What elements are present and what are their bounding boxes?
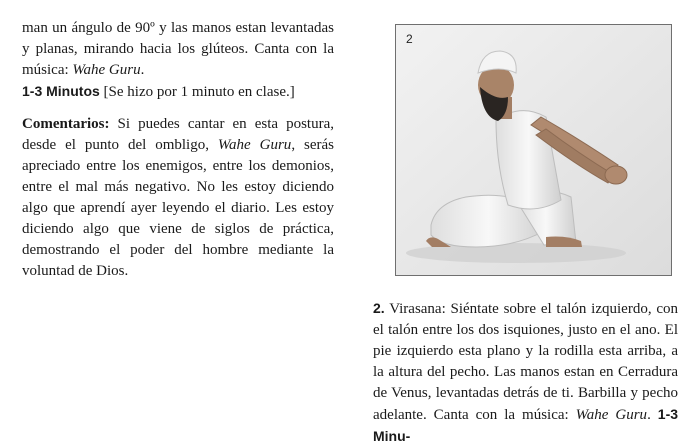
duration-line bbox=[22, 81, 334, 103]
pose-duration-label: 1-3 Minu- bbox=[373, 406, 679, 444]
pose-text-1: Virasana: Siéntate sobre el talón izquierdo, con el talón entre los dos isquiones, justo en el ano. El pie izquierdo esta plano y la rodilla esta arriba, a la altura del pecho. Las manos estan en Cerradura de Venus, levantadas detrás de ti. Barbilla y pecho adelante. Canta con la música: bbox=[373, 301, 678, 423]
kneeling-man-illustration bbox=[396, 25, 671, 275]
comments-text-2: , serás apreciado entre los enemigos, entre los demonios, entre el mal más negativo. No les estoy diciendo algo que aprendí ayer leyendo el diario. Les estoy diciendo algo que viene de siglos de práctica, demostrando el poder del hombre mediante la voluntad de Dios. bbox=[22, 137, 334, 279]
left-text-column bbox=[22, 18, 334, 282]
figure-number: 2 bbox=[406, 32, 413, 46]
intro-paragraph bbox=[22, 18, 334, 81]
comments-text-1: Si puedes cantar en esta postura, desde el punto del ombligo, bbox=[22, 116, 335, 153]
pose-photo bbox=[395, 24, 672, 276]
intro-mantra: Wahe Guru bbox=[72, 62, 141, 78]
item-number: 2. bbox=[373, 300, 385, 316]
duration-label: 1-3 Minutos bbox=[22, 83, 100, 99]
comments-mantra: Wahe Guru bbox=[217, 137, 292, 153]
intro-end: . bbox=[140, 62, 145, 78]
pose-description bbox=[373, 298, 678, 448]
intro-text: man un ángulo de 90º y las manos estan levantadas y planas, mirando hacia los glúteos. Canta con la música: bbox=[22, 20, 334, 78]
pose-text-2: . bbox=[647, 407, 651, 423]
comments-label: Comentarios: bbox=[22, 116, 110, 132]
right-text-column bbox=[373, 298, 678, 448]
comments-paragraph bbox=[22, 114, 334, 282]
pose-mantra: Wahe Guru bbox=[575, 407, 648, 423]
duration-note: [Se hizo por 1 minuto en clase.] bbox=[103, 84, 295, 100]
